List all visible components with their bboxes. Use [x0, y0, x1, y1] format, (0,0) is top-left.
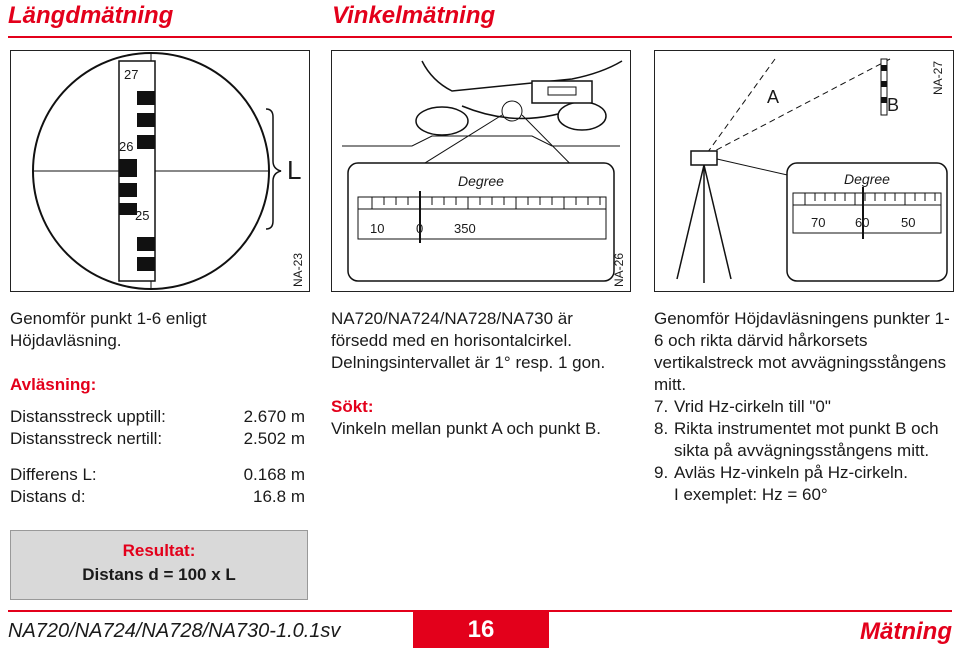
scale-value-350: 350: [454, 221, 476, 236]
result-formula: Distans d = 100 x L: [82, 565, 236, 584]
section-title-length: Längdmätning: [8, 2, 174, 29]
column-angle-steps: [654, 308, 952, 506]
result-box: [10, 530, 308, 600]
difference-row: [10, 464, 310, 486]
figure-label: NA-27: [931, 60, 945, 95]
list-item: [654, 484, 952, 506]
reading-value: 16.8 m: [253, 487, 305, 506]
scale-value-0: 0: [416, 221, 424, 236]
figure-angle-measurement: [654, 50, 954, 292]
list-item: [654, 396, 952, 418]
result-title: Resultat:: [122, 541, 196, 560]
chapter-title: Mätning: [860, 618, 952, 645]
staff-mark-26: 26: [119, 139, 134, 154]
reading-value: 2.670 m: [243, 407, 305, 426]
figure-reticle: [10, 50, 310, 292]
scale-value-10: 10: [370, 221, 385, 236]
distance-row: [10, 486, 310, 508]
column-length: [10, 308, 310, 508]
reading-label: Distans d:: [10, 487, 86, 506]
scale-title: Degree: [844, 171, 890, 187]
reading-value: 2.502 m: [243, 429, 305, 448]
reading-row-lower: [10, 428, 310, 450]
step-number: 7.: [654, 397, 669, 416]
scale-value-50: 50: [901, 215, 916, 230]
point-a-label: A: [767, 87, 780, 107]
reading-label: Distansstreck upptill:: [10, 407, 166, 426]
list-item: [654, 462, 952, 484]
step-list: [654, 396, 952, 506]
column-angle-intro: [331, 308, 629, 440]
list-item: [654, 418, 952, 462]
step-text: Avläs Hz-vinkeln på Hz-cirkeln.: [674, 463, 908, 482]
reading-value: 0.168 m: [243, 465, 305, 484]
reading-label: Differens L:: [10, 465, 97, 484]
intro-text: Genomför Höjdavläsningens punkter 1-6 och rikta därvid hårkorsets vertikalstreck mot avvägningsstångens mitt.: [654, 309, 950, 394]
step-text: Vrid Hz-cirkeln till "0": [674, 397, 831, 416]
header-rule: [8, 36, 952, 38]
reticle-illustration: [11, 51, 309, 291]
staff-mark-25: 25: [135, 208, 150, 223]
reading-label: Distansstreck nertill:: [10, 429, 163, 448]
scale-title: Degree: [458, 173, 504, 189]
sought-text: Vinkeln mellan punkt A och punkt B.: [331, 419, 601, 438]
intro-text: NA720/NA724/NA728/NA730 är försedd med en horisontalcirkel. Delningsintervallet är 1° resp. 1 gon.: [331, 309, 606, 372]
section-title-angle: Vinkelmätning: [332, 2, 496, 29]
step-number: 9.: [654, 463, 669, 482]
bracket-label: L: [287, 155, 302, 185]
point-b-label: B: [887, 95, 900, 115]
reading-row-upper: [10, 406, 310, 428]
reading-heading: Avläsning:: [10, 375, 97, 394]
instrument-illustration: [332, 51, 630, 291]
step-text: Rikta instrumentet mot punkt B och sikta på avvägningsstångens mitt.: [674, 419, 939, 460]
page-number: 16: [413, 612, 549, 648]
intro-text: Genomför punkt 1-6 enligt Höjdavläsning.: [10, 309, 207, 350]
scale-value-70: 70: [811, 215, 826, 230]
step-text: I exemplet: Hz = 60°: [674, 485, 828, 504]
step-number: [654, 484, 674, 506]
scale-value-60: 60: [855, 215, 870, 230]
step-number: 8.: [654, 419, 669, 438]
figure-horizontal-circle: [331, 50, 631, 292]
figure-label: NA-23: [291, 252, 305, 287]
sought-heading: Sökt:: [331, 397, 374, 416]
document-id: NA720/NA724/NA728/NA730-1.0.1sv: [8, 620, 341, 642]
staff-mark-27: 27: [124, 67, 139, 82]
figure-label: NA-26: [612, 252, 626, 287]
